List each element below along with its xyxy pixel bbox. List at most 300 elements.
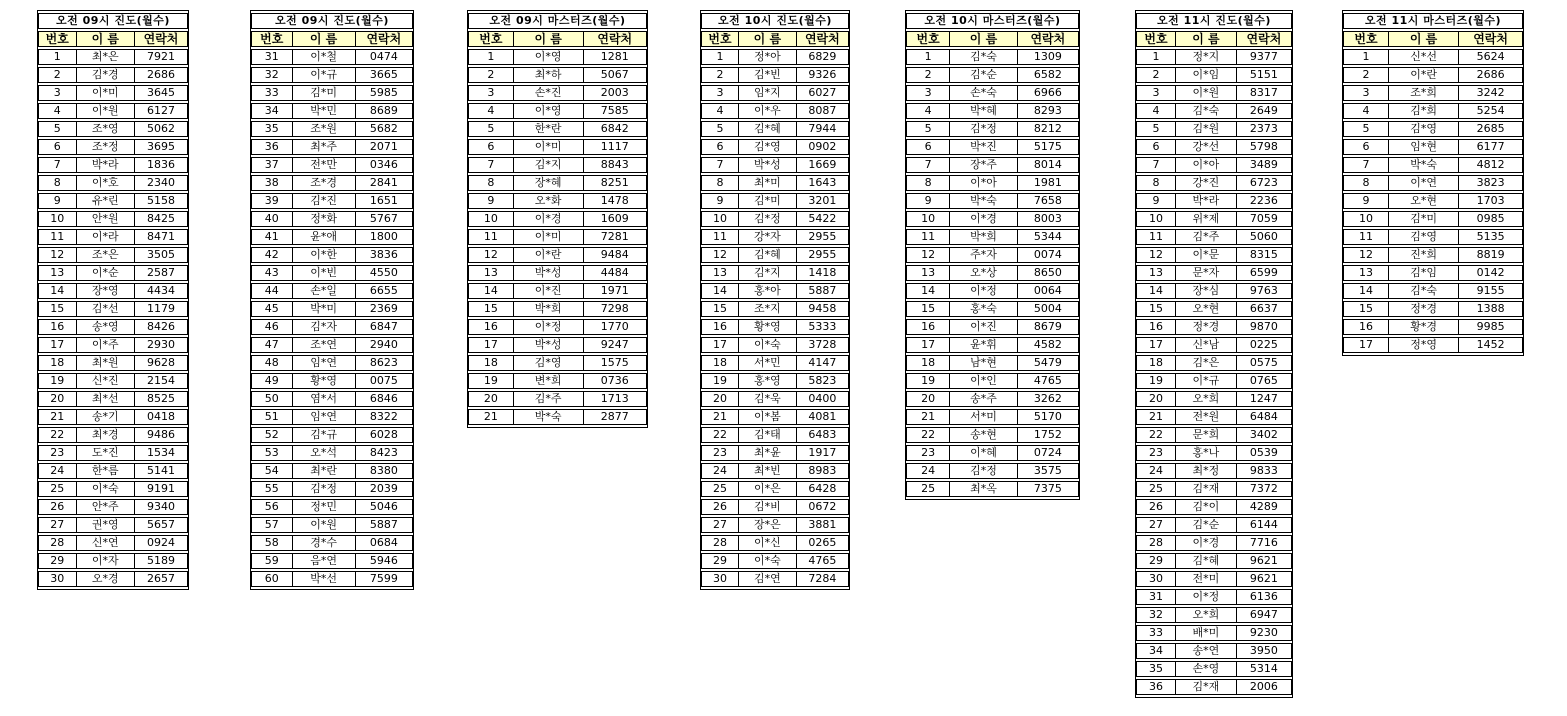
member-name: 김*진	[292, 193, 355, 209]
contact-number: 5004	[1017, 301, 1079, 317]
member-name: 김*이	[1175, 499, 1236, 515]
column-header-contact: 연락처	[1458, 31, 1523, 47]
table-row	[1136, 319, 1292, 335]
contact-number: 4582	[1017, 337, 1079, 353]
member-name: 최*원	[76, 355, 135, 371]
table-row	[38, 499, 188, 515]
contact-number: 8623	[355, 355, 413, 371]
table-row	[701, 427, 849, 443]
member-name: 이*숙	[738, 337, 796, 353]
row-number: 22	[38, 427, 76, 443]
member-name: 임*지	[738, 85, 796, 101]
row-number: 12	[38, 247, 76, 263]
contact-number: 1534	[134, 445, 188, 461]
member-name: 조*정	[76, 139, 135, 155]
member-name: 이*라	[76, 229, 135, 245]
member-name: 김*태	[738, 427, 796, 443]
table-row	[1136, 589, 1292, 605]
roster-table-7	[1342, 10, 1524, 356]
contact-number: 0539	[1236, 445, 1292, 461]
member-name: 박*성	[513, 337, 583, 353]
member-name: 김*규	[292, 427, 355, 443]
contact-number: 5151	[1236, 67, 1292, 83]
table-row	[251, 103, 413, 119]
contact-number: 3505	[134, 247, 188, 263]
table-row	[38, 355, 188, 371]
row-number: 1	[468, 49, 513, 65]
table-row	[1136, 427, 1292, 443]
table-header-row	[251, 31, 413, 47]
table-row	[1343, 283, 1523, 299]
contact-number: 4289	[1236, 499, 1292, 515]
column-header-number: 번호	[701, 31, 738, 47]
contact-number: 0346	[355, 157, 413, 173]
member-name: 이*미	[513, 139, 583, 155]
member-name: 이*진	[949, 319, 1016, 335]
contact-number: 5067	[583, 67, 647, 83]
contact-number: 5422	[796, 211, 849, 227]
table-row	[251, 211, 413, 227]
table-row	[1136, 67, 1292, 83]
contact-number: 2006	[1236, 679, 1292, 695]
contact-number: 1800	[355, 229, 413, 245]
row-number: 12	[701, 247, 738, 263]
table-row	[468, 67, 647, 83]
member-name: 황*영	[292, 373, 355, 389]
contact-number: 5767	[355, 211, 413, 227]
table-title-row	[1343, 13, 1523, 29]
table-row	[468, 193, 647, 209]
contact-number: 1752	[1017, 427, 1079, 443]
row-number: 25	[701, 481, 738, 497]
contact-number: 4765	[796, 553, 849, 569]
member-name: 전*만	[292, 157, 355, 173]
contact-number: 7284	[796, 571, 849, 587]
table-row	[1136, 49, 1292, 65]
table-row	[1136, 265, 1292, 281]
row-number: 7	[1343, 157, 1388, 173]
table-row	[38, 67, 188, 83]
table-row	[701, 211, 849, 227]
member-name: 김*순	[949, 67, 1016, 83]
row-number: 17	[38, 337, 76, 353]
member-name: 정*영	[1388, 337, 1458, 353]
contact-number: 7059	[1236, 211, 1292, 227]
row-number: 41	[251, 229, 292, 245]
member-name: 김*희	[1388, 103, 1458, 119]
member-name: 손*진	[513, 85, 583, 101]
table-row	[38, 193, 188, 209]
member-name: 박*성	[738, 157, 796, 173]
table-title: 오전 11시 진도(월수)	[1136, 13, 1292, 29]
row-number: 15	[1136, 301, 1175, 317]
row-number: 5	[468, 121, 513, 137]
table-row	[906, 103, 1079, 119]
roster-table-1	[37, 10, 189, 590]
member-name: 이*규	[1175, 373, 1236, 389]
contact-number: 2940	[355, 337, 413, 353]
contact-number: 3402	[1236, 427, 1292, 443]
contact-number: 5985	[355, 85, 413, 101]
member-name: 손*일	[292, 283, 355, 299]
row-number: 18	[468, 355, 513, 371]
table-row	[251, 85, 413, 101]
member-name: 김*정	[949, 121, 1016, 137]
contact-number: 5887	[355, 517, 413, 533]
row-number: 9	[468, 193, 513, 209]
table-row	[1136, 247, 1292, 263]
table-row	[906, 121, 1079, 137]
row-number: 2	[38, 67, 76, 83]
table-row	[38, 247, 188, 263]
row-number: 23	[38, 445, 76, 461]
table-row	[906, 139, 1079, 155]
member-name: 유*린	[76, 193, 135, 209]
row-number: 12	[1136, 247, 1175, 263]
member-name: 이*숙	[738, 553, 796, 569]
contact-number: 9191	[134, 481, 188, 497]
row-number: 32	[1136, 607, 1175, 623]
table-row	[701, 283, 849, 299]
table-row	[38, 391, 188, 407]
contact-number: 7298	[583, 301, 647, 317]
member-name: 김*숙	[1175, 103, 1236, 119]
member-name: 김*영	[1388, 229, 1458, 245]
table-row	[906, 211, 1079, 227]
table-row	[38, 103, 188, 119]
row-number: 33	[251, 85, 292, 101]
table-row	[251, 49, 413, 65]
contact-number: 8819	[1458, 247, 1523, 263]
row-number: 47	[251, 337, 292, 353]
member-name: 이*은	[738, 481, 796, 497]
contact-number: 3950	[1236, 643, 1292, 659]
table-row	[1136, 679, 1292, 695]
contact-number: 8317	[1236, 85, 1292, 101]
member-name: 김*지	[738, 265, 796, 281]
row-number: 59	[251, 553, 292, 569]
contact-number: 5887	[796, 283, 849, 299]
member-name: 박*희	[513, 301, 583, 317]
row-number: 6	[1343, 139, 1388, 155]
member-name: 이*란	[1388, 67, 1458, 83]
row-number: 21	[701, 409, 738, 425]
row-number: 2	[1343, 67, 1388, 83]
contact-number: 0684	[355, 535, 413, 551]
member-name: 김*선	[76, 301, 135, 317]
table-row	[1136, 211, 1292, 227]
contact-number: 5798	[1236, 139, 1292, 155]
table-row	[251, 355, 413, 371]
table-row	[468, 265, 647, 281]
table-row	[38, 373, 188, 389]
row-number: 15	[38, 301, 76, 317]
row-number: 34	[251, 103, 292, 119]
table-row	[701, 301, 849, 317]
column-header-name: 이 름	[949, 31, 1016, 47]
column-header-number: 번호	[1136, 31, 1175, 47]
member-name: 이*순	[76, 265, 135, 281]
row-number: 9	[906, 193, 949, 209]
contact-number: 7658	[1017, 193, 1079, 209]
contact-number: 6947	[1236, 607, 1292, 623]
member-name: 장*영	[76, 283, 135, 299]
table-header-row	[1343, 31, 1523, 47]
row-number: 3	[701, 85, 738, 101]
table-title: 오전 11시 마스터즈(월수)	[1343, 13, 1523, 29]
column-header-contact: 연락처	[1236, 31, 1292, 47]
roster-table-3	[467, 10, 648, 428]
member-name: 이*정	[513, 319, 583, 335]
roster-table-2	[250, 10, 414, 590]
row-number: 30	[701, 571, 738, 587]
row-number: 5	[906, 121, 949, 137]
member-name: 김*원	[1175, 121, 1236, 137]
member-name: 배*미	[1175, 625, 1236, 641]
contact-number: 1971	[583, 283, 647, 299]
member-name: 강*자	[738, 229, 796, 245]
table-row	[1343, 337, 1523, 353]
member-name: 김*정	[949, 463, 1016, 479]
row-number: 27	[1136, 517, 1175, 533]
row-number: 26	[38, 499, 76, 515]
row-number: 52	[251, 427, 292, 443]
row-number: 1	[1343, 49, 1388, 65]
row-number: 21	[906, 409, 949, 425]
contact-number: 3645	[134, 85, 188, 101]
row-number: 11	[38, 229, 76, 245]
row-number: 17	[906, 337, 949, 353]
contact-number: 6846	[355, 391, 413, 407]
member-name: 신*진	[76, 373, 135, 389]
contact-number: 1388	[1458, 301, 1523, 317]
row-number: 45	[251, 301, 292, 317]
table-row	[701, 499, 849, 515]
row-number: 15	[1343, 301, 1388, 317]
contact-number: 1247	[1236, 391, 1292, 407]
contact-number: 3695	[134, 139, 188, 155]
contact-number: 7372	[1236, 481, 1292, 497]
row-number: 13	[468, 265, 513, 281]
row-number: 8	[1136, 175, 1175, 191]
contact-number: 0418	[134, 409, 188, 425]
table-row	[1343, 175, 1523, 191]
table-row	[468, 157, 647, 173]
member-name: 오*현	[1175, 301, 1236, 317]
contact-number: 3823	[1458, 175, 1523, 191]
row-number: 6	[1136, 139, 1175, 155]
contact-number: 2039	[355, 481, 413, 497]
table-row	[701, 67, 849, 83]
row-number: 16	[1136, 319, 1175, 335]
member-name: 송*영	[76, 319, 135, 335]
row-number: 31	[251, 49, 292, 65]
row-number: 14	[906, 283, 949, 299]
table-row	[701, 571, 849, 587]
table-row	[906, 283, 1079, 299]
member-name: 서*미	[949, 409, 1016, 425]
member-name: 정*아	[738, 49, 796, 65]
table-row	[38, 481, 188, 497]
table-row	[906, 463, 1079, 479]
table-row	[251, 427, 413, 443]
row-number: 6	[468, 139, 513, 155]
table-row	[1136, 229, 1292, 245]
table-title: 오전 10시 마스터즈(월수)	[906, 13, 1079, 29]
table-header-row	[701, 31, 849, 47]
member-name: 안*주	[76, 499, 135, 515]
member-name: 전*원	[1175, 409, 1236, 425]
table-row	[1136, 157, 1292, 173]
table-row	[38, 85, 188, 101]
row-number: 36	[251, 139, 292, 155]
row-number: 30	[38, 571, 76, 587]
table-title: 오전 10시 진도(월수)	[701, 13, 849, 29]
member-name: 김*주	[1175, 229, 1236, 245]
table-row	[906, 49, 1079, 65]
table-row	[468, 49, 647, 65]
table-row	[906, 175, 1079, 191]
table-row	[468, 247, 647, 263]
contact-number: 3242	[1458, 85, 1523, 101]
roster-table-4	[700, 10, 850, 590]
table-title: 오전 09시 마스터즈(월수)	[468, 13, 647, 29]
table-row	[1136, 463, 1292, 479]
row-number: 25	[1136, 481, 1175, 497]
column-header-name: 이 름	[513, 31, 583, 47]
contact-number: 5062	[134, 121, 188, 137]
roster-grid	[1135, 10, 1293, 698]
contact-number: 1981	[1017, 175, 1079, 191]
member-name: 이*란	[513, 247, 583, 263]
member-name: 장*은	[738, 517, 796, 533]
table-row	[1136, 373, 1292, 389]
row-number: 19	[701, 373, 738, 389]
table-row	[701, 247, 849, 263]
row-number: 35	[1136, 661, 1175, 677]
table-row	[1136, 337, 1292, 353]
contact-number: 2686	[1458, 67, 1523, 83]
member-name: 이*신	[738, 535, 796, 551]
row-number: 53	[251, 445, 292, 461]
contact-number: 9833	[1236, 463, 1292, 479]
row-number: 16	[1343, 319, 1388, 335]
row-number: 15	[468, 301, 513, 317]
contact-number: 5170	[1017, 409, 1079, 425]
member-name: 김*미	[292, 85, 355, 101]
table-title-row	[1136, 13, 1292, 29]
member-name: 신*남	[1175, 337, 1236, 353]
row-number: 43	[251, 265, 292, 281]
contact-number: 8471	[134, 229, 188, 245]
table-row	[468, 355, 647, 371]
contact-number: 1770	[583, 319, 647, 335]
row-number: 21	[38, 409, 76, 425]
contact-number: 8426	[134, 319, 188, 335]
table-row	[251, 391, 413, 407]
member-name: 강*선	[1175, 139, 1236, 155]
member-name: 조*경	[292, 175, 355, 191]
contact-number: 8322	[355, 409, 413, 425]
contact-number: 5946	[355, 553, 413, 569]
member-name: 이*철	[292, 49, 355, 65]
column-header-contact: 연락처	[796, 31, 849, 47]
row-number: 5	[701, 121, 738, 137]
row-number: 7	[468, 157, 513, 173]
column-header-name: 이 름	[738, 31, 796, 47]
contact-number: 1609	[583, 211, 647, 227]
member-name: 이*미	[513, 229, 583, 245]
table-row	[1136, 139, 1292, 155]
member-name: 서*민	[738, 355, 796, 371]
roster-table-5	[905, 10, 1080, 500]
row-number: 30	[1136, 571, 1175, 587]
row-number: 22	[701, 427, 738, 443]
member-name: 이*주	[76, 337, 135, 353]
member-name: 이*빈	[292, 265, 355, 281]
row-number: 5	[1136, 121, 1175, 137]
roster-grid	[467, 10, 648, 428]
contact-number: 1179	[134, 301, 188, 317]
contact-number: 0575	[1236, 355, 1292, 371]
table-row	[1343, 247, 1523, 263]
table-row	[701, 229, 849, 245]
table-row	[38, 121, 188, 137]
column-header-contact: 연락처	[583, 31, 647, 47]
contact-number: 1703	[1458, 193, 1523, 209]
table-row	[38, 283, 188, 299]
table-row	[1136, 571, 1292, 587]
row-number: 13	[38, 265, 76, 281]
member-name: 장*혜	[513, 175, 583, 191]
contact-number: 1643	[796, 175, 849, 191]
member-name: 정*경	[1175, 319, 1236, 335]
member-name: 이*혜	[949, 445, 1016, 461]
table-row	[38, 427, 188, 443]
member-name: 최*선	[76, 391, 135, 407]
contact-number: 8293	[1017, 103, 1079, 119]
row-number: 51	[251, 409, 292, 425]
contact-number: 9985	[1458, 319, 1523, 335]
contact-number: 4434	[134, 283, 188, 299]
table-header-row	[38, 31, 188, 47]
row-number: 7	[38, 157, 76, 173]
member-name: 오*희	[1175, 391, 1236, 407]
table-row	[251, 517, 413, 533]
member-name: 김*순	[1175, 517, 1236, 533]
row-number: 26	[701, 499, 738, 515]
row-number: 25	[906, 481, 949, 497]
row-number: 9	[701, 193, 738, 209]
row-number: 9	[1136, 193, 1175, 209]
row-number: 31	[1136, 589, 1175, 605]
table-row	[701, 193, 849, 209]
member-name: 임*연	[292, 409, 355, 425]
member-name: 장*주	[949, 157, 1016, 173]
contact-number: 5657	[134, 517, 188, 533]
member-name: 조*영	[76, 121, 135, 137]
contact-number: 0400	[796, 391, 849, 407]
row-number: 48	[251, 355, 292, 371]
member-name: 염*서	[292, 391, 355, 407]
member-name: 김*미	[1388, 211, 1458, 227]
member-name: 오*화	[513, 193, 583, 209]
table-title-row	[38, 13, 188, 29]
column-header-contact: 연락처	[355, 31, 413, 47]
contact-number: 0736	[583, 373, 647, 389]
member-name: 박*미	[292, 301, 355, 317]
table-row	[38, 139, 188, 155]
